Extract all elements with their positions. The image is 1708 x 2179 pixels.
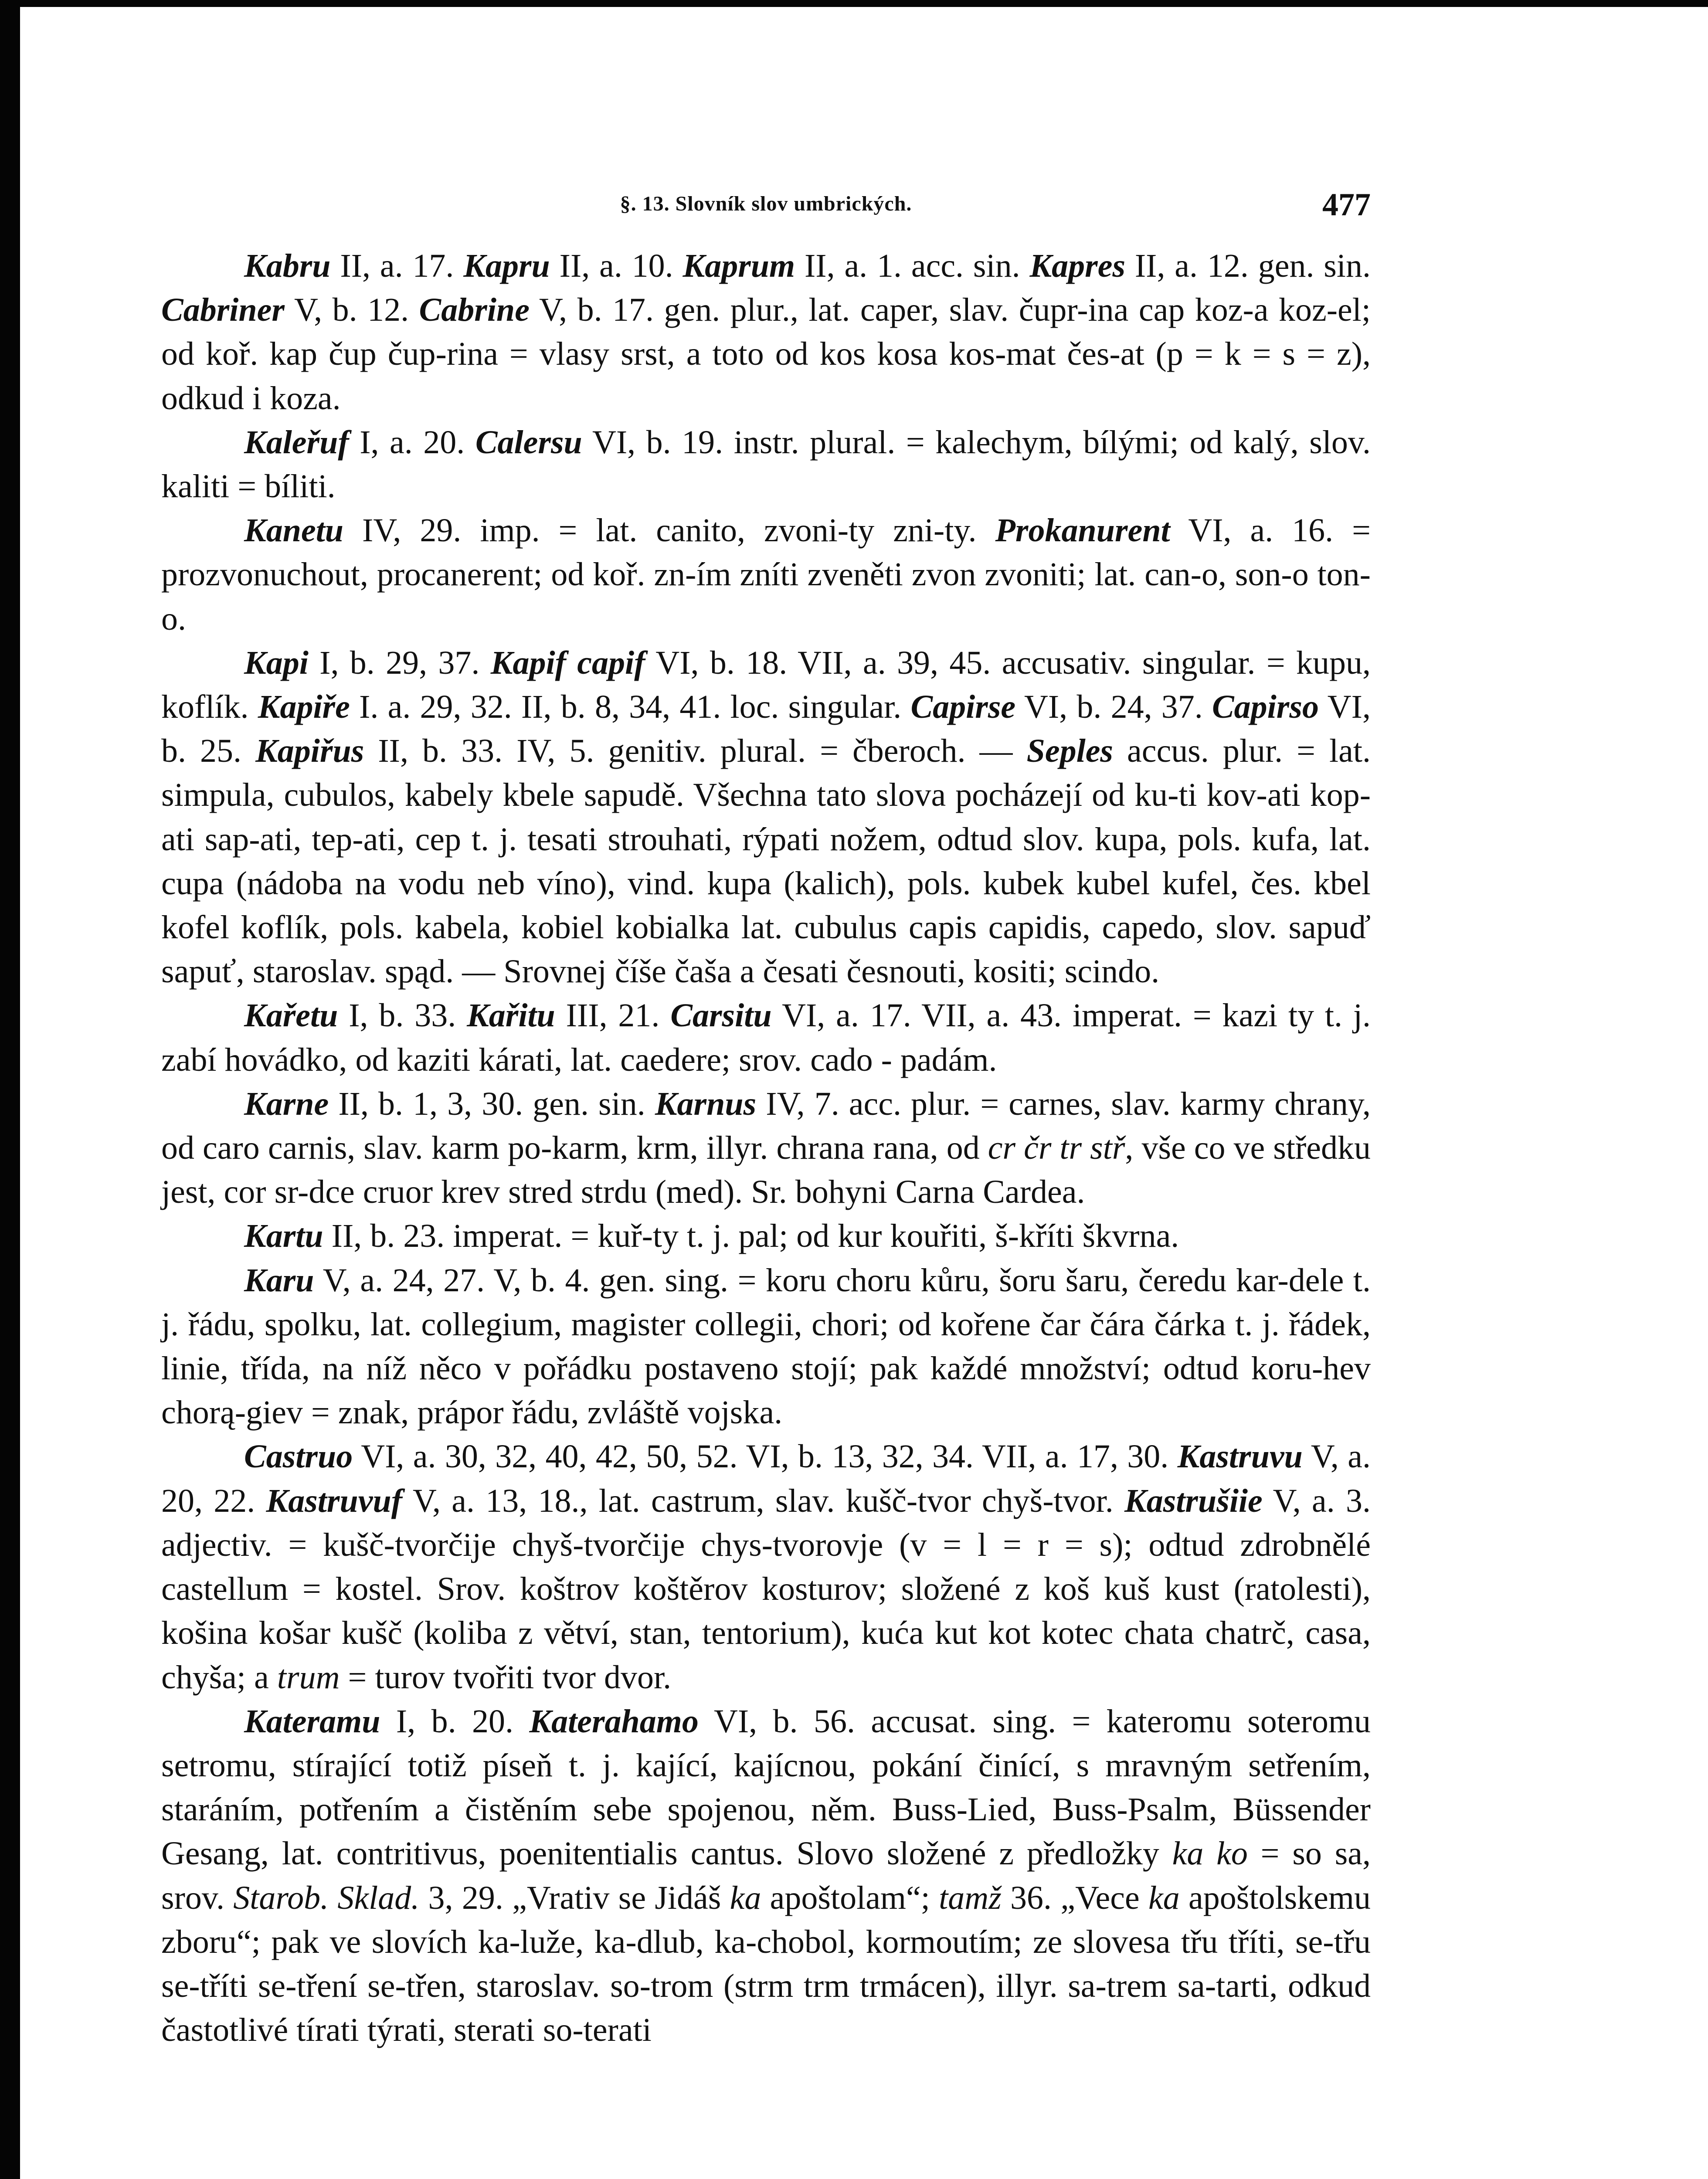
dictionary-text xyxy=(161,244,1371,2052)
entry-text: V, b. 17. gen. plur., lat. caper, slav. čupr-ina cap koz-a koz-el; od koř. kap čup čup-rina = vlasy srst, a toto od kos kosa kos-mat čes-at (p = k = s = z), odkud i koza. xyxy=(161,292,1371,417)
italic-term: ka ko xyxy=(1172,1835,1248,1872)
headword: Kapiře xyxy=(258,689,350,726)
headword: Cabrine xyxy=(419,292,530,329)
headword: Kapi xyxy=(244,644,309,681)
entry-text: IV, 29. imp. = lat. canito, zvoni-ty zni-ty. xyxy=(343,512,995,549)
headword: Kaprum xyxy=(683,248,795,284)
dictionary-entry xyxy=(161,244,1371,421)
entry-text: II, a. 17. xyxy=(330,248,464,284)
headword: Karne xyxy=(244,1085,329,1122)
entry-text: IV, 7. acc. plur. = carnes, slav. karmy chrany, od caro carnis, slav. karm po-karm, krm, illyr. chrana rana, od xyxy=(161,1085,1371,1167)
italic-term: tamž xyxy=(939,1879,1002,1916)
headword: Kartu xyxy=(244,1218,323,1255)
headword: Castruo xyxy=(244,1438,353,1475)
headword: Cabriner xyxy=(161,292,285,329)
dictionary-entry xyxy=(161,1700,1371,2053)
dictionary-entry xyxy=(161,1435,1371,1699)
entry-text: II, b. 33. IV, 5. genitiv. plural. = čberoch. — xyxy=(364,733,1027,770)
headword: Kastruvuf xyxy=(266,1482,403,1519)
dictionary-entry xyxy=(161,994,1371,1082)
entry-text: 3, 29. „Vrativ se Jidáš xyxy=(419,1879,730,1916)
entry-text: V, a. 20, 22. xyxy=(161,1438,1371,1519)
italic-term: ka xyxy=(730,1879,761,1916)
dictionary-entry xyxy=(161,1082,1371,1215)
entry-text: 36. „Vece xyxy=(1001,1879,1149,1916)
headword: Kapiřus xyxy=(255,733,364,770)
entry-text: V, a. 3. adjectiv. = kušč-tvorčije chyš-tvorčije chys-tvorovje (v = l = r = s); odtud zdrobnělé castellum = kostel. Srov. koštrov koštěrov kosturov; složené z koš kuš kust (ratolesti), košina košar kušč (koliba z větví, stan, tentorium), kuća kut kot kotec chata chatrč, casa, chyša; a xyxy=(161,1482,1371,1696)
entry-text: II, a. 1. acc. sin. xyxy=(795,248,1030,284)
entry-text: , vše co ve středku jest, cor sr-dce cruor krev stred strdu (med). Sr. bohyni Carna Cardea. xyxy=(161,1130,1371,1211)
entry-text: I, b. 20. xyxy=(380,1703,530,1740)
headword: Kaleřuf xyxy=(244,424,349,461)
entry-text: III, 21. xyxy=(555,997,671,1034)
page-number: 477 xyxy=(1322,187,1371,223)
entry-text: I, b. 33. xyxy=(338,997,467,1034)
scan-left-border xyxy=(0,0,20,2179)
headword: Seples xyxy=(1026,733,1114,770)
headword: Kapru xyxy=(463,248,550,284)
entry-text: VI, a. 30, 32, 40, 42, 50, 52. VI, b. 13, 32, 34. VII, a. 17, 30. xyxy=(353,1438,1178,1475)
headword: Kapif capif xyxy=(490,644,645,681)
italic-term: cr čr tr stř xyxy=(988,1130,1125,1167)
italic-term: ka xyxy=(1148,1879,1180,1916)
running-title: §. 13. Slovník slov umbrických. xyxy=(620,192,912,215)
entry-text: II, a. 12. gen. sin. xyxy=(1125,248,1371,284)
entry-text: = turov tvořiti tvor dvor. xyxy=(340,1659,672,1696)
headword: Karu xyxy=(244,1262,314,1299)
headword: Karnus xyxy=(655,1085,757,1122)
headword: Prokanurent xyxy=(995,512,1170,549)
entry-text: I, a. 20. xyxy=(349,424,475,461)
entry-text: accus. plur. = lat. simpula, cubulos, kabely kbele sapudě. Všechna tato slova pocházejí od ku-ti kov-ati kop-ati sap-ati, tep-ati, cep t. j. tesati strouhati, rýpati nožem, odtud slov. kupa, pols. kufa, lat. cupa (nádoba na vodu neb víno), vind. kupa (kalich), pols. kubek kubel kufel, čes. kbel kofel koflík, pols. kabela, kobiel kobialka lat. cubulus capis capidis, capedo, slov. sapuď sapuť, staroslav. spąd. — Srovnej číše čaša a česati česnouti, kositi; scindo. xyxy=(161,733,1371,990)
headword: Kapres xyxy=(1029,248,1126,284)
entry-text: VI, a. 17. VII, a. 43. imperat. = kazi ty t. j. zabí hovádko, od kaziti kárati, lat. caedere; srov. cado - padám. xyxy=(161,997,1371,1078)
entry-text: VI, a. 16. = prozvonuchout, procanerent; od koř. zn-ím zníti zveněti zvon zvoniti; lat. can-o, son-o ton-o. xyxy=(161,512,1371,637)
entry-text: II, b. 23. imperat. = kuř-ty t. j. pal; od kur kouřiti, š-kříti škvrna. xyxy=(323,1218,1179,1255)
headword: Kastruvu xyxy=(1177,1438,1303,1475)
dictionary-entry xyxy=(161,1259,1371,1435)
entry-text: VI, b. 19. instr. plural. = kalechym, bílými; od kalý, slov. kaliti = bíliti. xyxy=(161,424,1371,505)
entry-text: VI, b. 25. xyxy=(161,689,1371,770)
entry-text: apoštolskemu zboru“; pak ve slovích ka-luže, ka-dlub, ka-chobol, kormoutím; ze slovesa třu tříti, se-třu se-tříti se-tření se-třen, staroslav. so-trom (strm trm trmácen), illyr. sa-trem sa-tarti, odkud častotlivé tírati týrati, sterati so-terati xyxy=(161,1879,1371,2049)
entry-text: I, b. 29, 37. xyxy=(308,644,491,681)
headword: Kanetu xyxy=(244,512,344,549)
entry-text: II, a. 10. xyxy=(550,248,683,284)
headword: Capirse xyxy=(910,689,1016,726)
headword: Kastrušiie xyxy=(1124,1482,1263,1519)
dictionary-entry xyxy=(161,421,1371,509)
headword: Kabru xyxy=(244,248,331,284)
entry-text: V, a. 13, 18., lat. castrum, slav. kušč-tvor chyš-tvor. xyxy=(402,1482,1125,1519)
scan-top-border xyxy=(0,0,1708,7)
entry-text: V, a. 24, 27. V, b. 4. gen. sing. = koru choru kůru, šoru šaru, čeredu kar-dele t. j. řádu, spolku, lat. collegium, magister collegii, chori; od kořene čar čára čárka t. j. řádek, linie, třída, na níž něco v pořádku postaveno stojí; pak každé množství; odtud koru-hev chorą-giev = znak, prápor řádu, zvláště vojska. xyxy=(161,1262,1371,1431)
headword: Kařetu xyxy=(244,997,338,1034)
dictionary-entry xyxy=(161,1214,1371,1258)
entry-text: apoštolam“; xyxy=(761,1879,939,1916)
headword: Capirso xyxy=(1212,689,1319,726)
italic-term: trum xyxy=(277,1659,340,1696)
entry-text: II, b. 1, 3, 30. gen. sin. xyxy=(329,1085,655,1122)
entry-text: VI, b. 24, 37. xyxy=(1015,689,1212,726)
entry-text: VI, b. 18. VII, a. 39, 45. accusativ. singular. = kupu, koflík. xyxy=(161,644,1371,726)
dictionary-entry xyxy=(161,509,1371,641)
headword: Katerahamo xyxy=(529,1703,699,1740)
italic-term: Starob. Sklad. xyxy=(233,1879,420,1916)
dictionary-entry xyxy=(161,641,1371,994)
entry-text: V, b. 12. xyxy=(284,292,419,329)
headword: Calersu xyxy=(475,424,582,461)
headword: Kateramu xyxy=(244,1703,380,1740)
page-header xyxy=(161,187,1371,226)
entry-text: = so sa, srov. xyxy=(161,1835,1371,1916)
headword: Kařitu xyxy=(467,997,555,1034)
entry-text: I. a. 29, 32. II, b. 8, 34, 41. loc. singular. xyxy=(350,689,911,726)
entry-text: VI, b. 56. accusat. sing. = kateromu soteromu setromu, stírající totiž píseň t. j. kající, kajícnou, pokání činící, s mravným setřením, staráním, potřením a čistěním sebe spojenou, něm. Buss-Lied, Buss-Psalm, Büssender Gesang, lat. contritivus, poenitentialis cantus. Slovo složené z předložky xyxy=(161,1703,1371,1872)
headword: Carsitu xyxy=(670,997,772,1034)
